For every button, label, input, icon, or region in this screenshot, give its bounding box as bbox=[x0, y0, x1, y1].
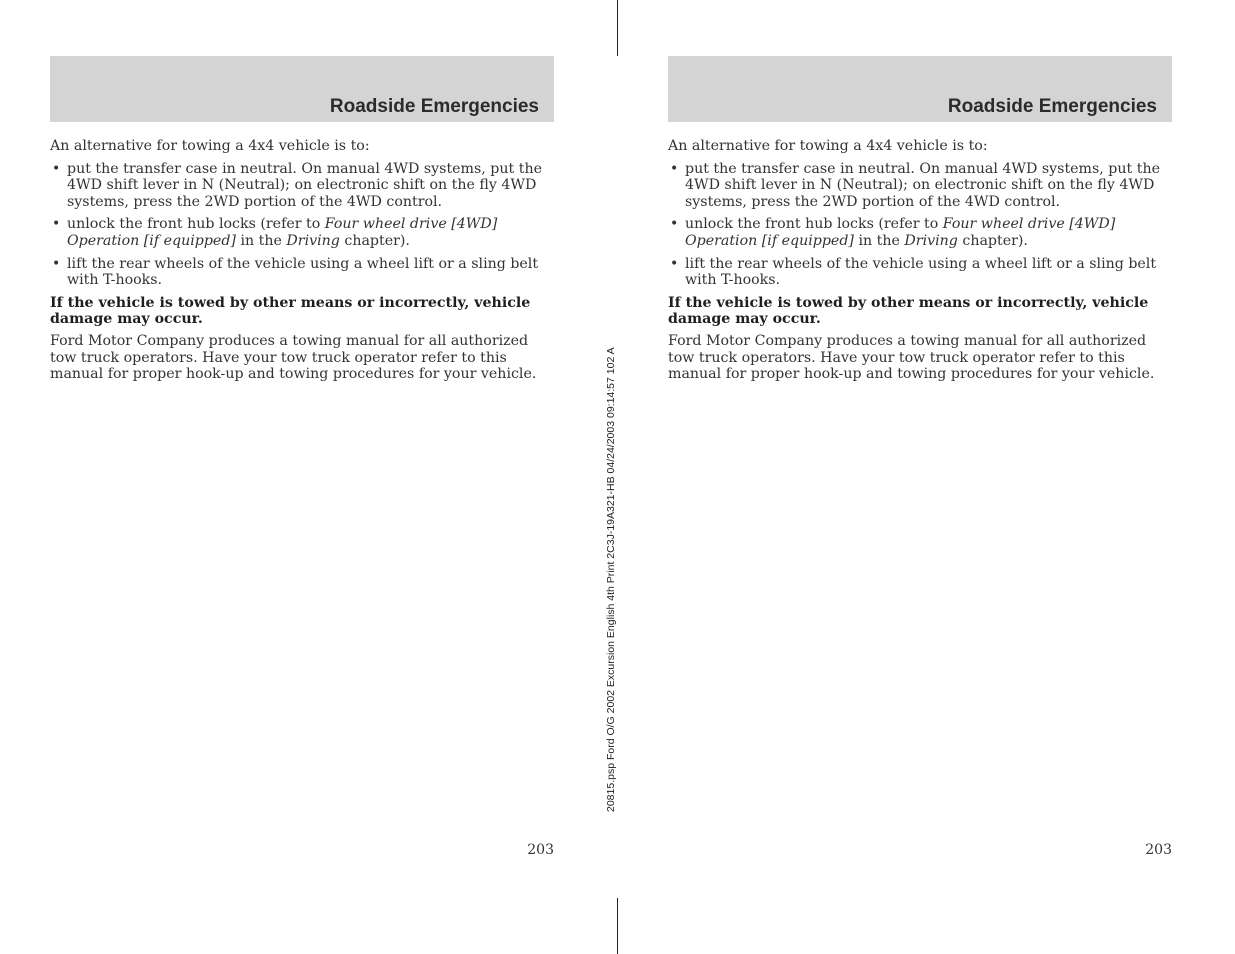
bullet-hub-locks bbox=[50, 216, 554, 249]
reference-section: Four wheel drive [4WD] Operation [if equipped] bbox=[67, 216, 498, 249]
bullet-rear-wheels: • lift the rear wheels of the vehicle using a wheel lift or a sling belt with T-hooks. bbox=[668, 256, 1172, 289]
bullet-text: unlock the front hub locks (refer to bbox=[685, 216, 943, 233]
bullet-hub-locks bbox=[668, 216, 1172, 249]
bullet-transfer-case: • put the transfer case in neutral. On manual 4WD systems, put the 4WD shift lever in N (Neutral); on electronic shift on the fly 4WD systems, press the 2WD portion of the 4WD control. bbox=[50, 161, 554, 211]
page-body bbox=[50, 138, 554, 383]
print-slug: 20815.psp Ford O/G 2002 Excursion English 4th Print 2C3J-19A321-HB 04/24/2003 09:14:57 102 A bbox=[605, 347, 617, 812]
reference-chapter: Driving bbox=[286, 232, 340, 249]
warning-text: If the vehicle is towed by other means or incorrectly, vehicle damage may occur. bbox=[50, 294, 531, 328]
warning-text: If the vehicle is towed by other means or incorrectly, vehicle damage may occur. bbox=[668, 294, 1149, 328]
left-page bbox=[50, 56, 554, 858]
bullet-text: chapter). bbox=[339, 232, 410, 249]
bullet-text: in the bbox=[235, 232, 287, 249]
bullet-transfer-case: • put the transfer case in neutral. On manual 4WD systems, put the 4WD shift lever in N (Neutral); on electronic shift on the fly 4WD systems, press the 2WD portion of the 4WD control. bbox=[668, 161, 1172, 211]
intro-text: An alternative for towing a 4x4 vehicle is to: bbox=[668, 138, 988, 154]
bullet-rear-wheels: • lift the rear wheels of the vehicle using a wheel lift or a sling belt with T-hooks. bbox=[50, 256, 554, 289]
page-header bbox=[668, 56, 1172, 122]
bullet-text: chapter). bbox=[957, 232, 1028, 249]
right-page bbox=[668, 56, 1172, 858]
bullet-list bbox=[668, 161, 1172, 289]
towing-manual-note: Ford Motor Company produces a towing manual for all authorized tow truck operators. Have your tow truck operator refer to this manual for proper hook-up and towing procedures for your vehicle. bbox=[50, 332, 537, 383]
towing-manual-note: Ford Motor Company produces a towing manual for all authorized tow truck operators. Have your tow truck operator refer to this manual for proper hook-up and towing procedures for your vehicle. bbox=[668, 332, 1155, 383]
bullet-text: in the bbox=[853, 232, 905, 249]
bullet-text: unlock the front hub locks (refer to bbox=[67, 216, 325, 233]
center-fold-line-bottom bbox=[617, 898, 618, 954]
section-title: Roadside Emergencies bbox=[329, 96, 539, 117]
page-body bbox=[668, 138, 1172, 383]
center-fold-line-top bbox=[617, 0, 618, 56]
intro-text: An alternative for towing a 4x4 vehicle is to: bbox=[50, 138, 370, 154]
page-number: 203 bbox=[527, 842, 554, 858]
reference-chapter: Driving bbox=[904, 232, 958, 249]
page-header bbox=[50, 56, 554, 122]
page-number: 203 bbox=[1145, 842, 1172, 858]
bullet-list bbox=[50, 161, 554, 289]
reference-section: Four wheel drive [4WD] Operation [if equipped] bbox=[685, 216, 1116, 249]
section-title: Roadside Emergencies bbox=[947, 96, 1157, 117]
